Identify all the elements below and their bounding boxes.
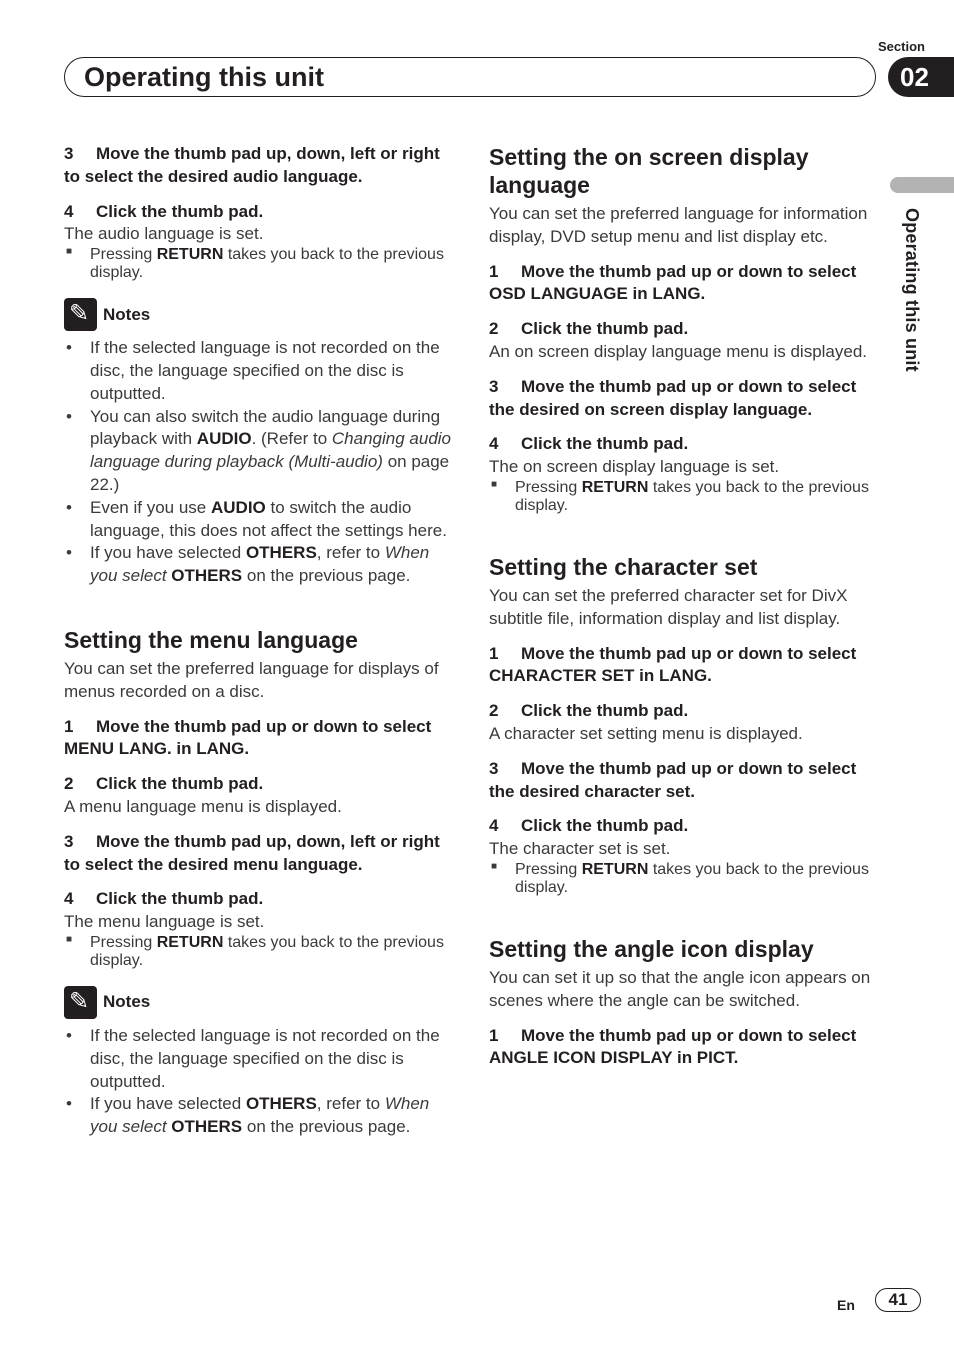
section-label: Section — [878, 39, 925, 54]
menu-step-1: 1 Move the thumb pad up or down to select MENU LANG. in LANG. — [64, 716, 432, 759]
character-set-heading: Setting the character set — [489, 553, 758, 580]
osd-language-heading: Setting the on screen display language — [489, 144, 809, 198]
osd-step-1: 1 Move the thumb pad up or down to select OSD LANGUAGE in LANG. — [489, 261, 857, 304]
menu-step-2: 2 Click the thumb pad. — [64, 774, 264, 794]
return-note: ■ Pressing RETURN takes you back to the previous display. — [64, 246, 452, 282]
osd-step-4-result: The on screen display language is set. — [489, 457, 780, 477]
note-item: • Even if you use AUDIO to switch the audio language, this does not affect the settings here. — [64, 497, 452, 543]
menu-language-intro: You can set the preferred language for displays of menus recorded on a disc. — [64, 658, 439, 701]
menu-language-heading: Setting the menu language — [64, 626, 358, 653]
note-item: • If you have selected OTHERS, refer to When you select OTHERS on the previous page. — [64, 1093, 452, 1139]
footer-language: En — [837, 1297, 855, 1313]
side-tab-marker — [890, 177, 954, 193]
right-column — [489, 143, 875, 1070]
menu-step-2-result: A menu language menu is displayed. — [64, 796, 342, 816]
osd-step-3: 3 Move the thumb pad up or down to select the desired on screen display language. — [489, 376, 857, 419]
charset-step-2-result: A character set setting menu is displayed. — [489, 723, 803, 743]
step-4-result: The audio language is set. — [64, 224, 264, 244]
osd-step-2: 2 Click the thumb pad. — [489, 319, 689, 339]
charset-step-3: 3 Move the thumb pad up or down to select the desired character set. — [489, 758, 857, 801]
character-set-intro: You can set the preferred character set for DivX subtitle file, information display and list display. — [489, 585, 848, 628]
pencil-icon — [64, 986, 97, 1019]
menu-step-4: 4 Click the thumb pad. — [64, 889, 264, 909]
notes-list — [64, 1025, 452, 1139]
charset-step-4-result: The character set is set. — [489, 839, 671, 859]
notes-heading: ✎ Notes — [64, 986, 452, 1019]
notes-list — [64, 337, 452, 588]
side-tab-label: Operating this unit — [902, 208, 922, 372]
page-number: 41 — [875, 1288, 921, 1312]
angle-icon-intro: You can set it up so that the angle icon appears on scenes where the angle can be switched. — [489, 967, 871, 1010]
angle-step-1: 1 Move the thumb pad up or down to select ANGLE ICON DISPLAY in PICT. — [489, 1025, 857, 1068]
return-note: ■ Pressing RETURN takes you back to the previous display. — [489, 861, 875, 897]
note-item: • If the selected language is not recorded on the disc, the language specified on the disc is outputted. — [64, 337, 452, 405]
note-item: • You can also switch the audio language during playback with AUDIO. (Refer to Changing audio language during playback (Multi-audio) on page 22.) — [64, 406, 452, 497]
page-title: Operating this unit — [84, 62, 324, 92]
step-3: 3 Move the thumb pad up, down, left or right to select the desired audio language. — [64, 144, 440, 186]
osd-step-4: 4 Click the thumb pad. — [489, 434, 689, 454]
osd-language-intro: You can set the preferred language for information display, DVD setup menu and list display etc. — [489, 204, 868, 246]
pencil-icon — [64, 298, 97, 331]
left-column — [64, 143, 452, 1139]
return-note: ■ Pressing RETURN takes you back to the previous display. — [489, 479, 875, 515]
menu-step-3: 3 Move the thumb pad up, down, left or right to select the desired menu language. — [64, 831, 440, 874]
step-4: 4 Click the thumb pad. — [64, 201, 264, 221]
return-note: ■ Pressing RETURN takes you back to the previous display. — [64, 934, 452, 970]
osd-step-2-result: An on screen display language menu is displayed. — [489, 341, 868, 361]
section-number-badge: 02 — [888, 57, 954, 97]
note-item: • If you have selected OTHERS, refer to When you select OTHERS on the previous page. — [64, 542, 452, 588]
menu-step-4-result: The menu language is set. — [64, 912, 265, 932]
note-item: • If the selected language is not recorded on the disc, the language specified on the disc is outputted. — [64, 1025, 452, 1093]
notes-heading: ✎ Notes — [64, 298, 452, 331]
charset-step-2: 2 Click the thumb pad. — [489, 701, 689, 721]
charset-step-4: 4 Click the thumb pad. — [489, 816, 689, 836]
charset-step-1: 1 Move the thumb pad up or down to select CHARACTER SET in LANG. — [489, 643, 857, 686]
angle-icon-heading: Setting the angle icon display — [489, 935, 814, 962]
